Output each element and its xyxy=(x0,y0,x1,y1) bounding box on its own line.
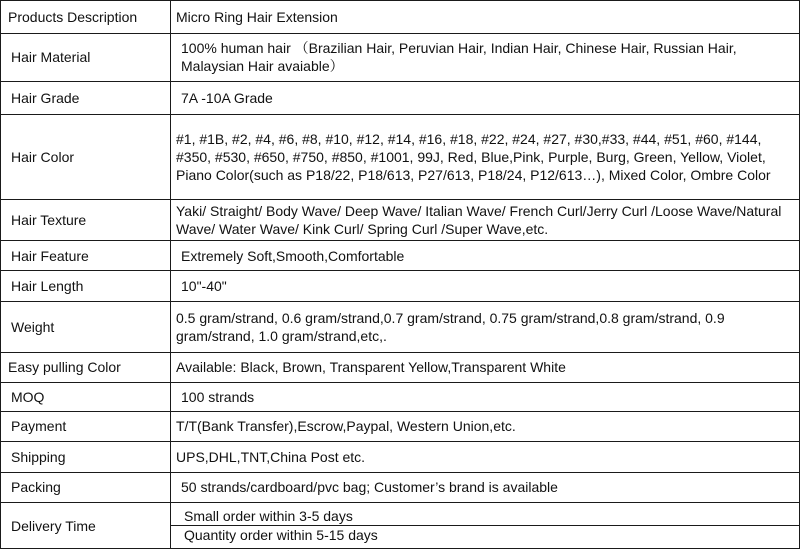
header-value: Micro Ring Hair Extension xyxy=(171,1,800,34)
table-row xyxy=(1,200,800,241)
table-row xyxy=(1,33,800,82)
table-row xyxy=(1,411,800,442)
row-value-payment: T/T(Bank Transfer),Escrow,Paypal, Western Union,etc. xyxy=(171,411,800,442)
row-value-easy-pulling-color: Available: Black, Brown, Transparent Yellow,Transparent White xyxy=(171,352,800,383)
row-label-weight: Weight xyxy=(1,301,171,352)
row-label-easy-pulling-color: Easy pulling Color xyxy=(1,352,171,383)
row-label-hair-color: Hair Color xyxy=(1,114,171,199)
row-value-moq: 100 strands xyxy=(171,383,800,411)
table-row xyxy=(1,114,800,199)
row-value-hair-feature: Extremely Soft,Smooth,Comfortable xyxy=(171,240,800,271)
table-row xyxy=(1,82,800,115)
delivery-row xyxy=(1,503,800,549)
row-value-delivery-time xyxy=(171,503,800,549)
row-value-weight: 0.5 gram/strand, 0.6 gram/strand,0.7 gram/strand, 0.75 gram/strand,0.8 gram/strand, 0.9 gram/strand, 1.0 gram/strand,etc,. xyxy=(171,301,800,352)
delivery-small-order: Small order within 3-5 days xyxy=(171,507,799,526)
row-value-hair-color: #1, #1B, #2, #4, #6, #8, #10, #12, #14, #16, #18, #22, #24, #27, #30,#33, #44, #51, #60, #144, #350, #530, #650, #750, #850, #1001, 99J, Red, Blue,Pink, Purple, Burg, Green, Yellow, Violet, Piano Color(such as P18/22, P18/613, P27/613, P18/24, P12/613…), Mixed Color, Ombre Color xyxy=(171,114,800,199)
row-label-shipping: Shipping xyxy=(1,442,171,473)
table-row xyxy=(1,383,800,411)
row-label-payment: Payment xyxy=(1,411,171,442)
row-value-hair-texture: Yaki/ Straight/ Body Wave/ Deep Wave/ Italian Wave/ French Curl/Jerry Curl /Loose Wave/Natural Wave/ Water Wave/ Kink Curl/ Spring Curl /Super Wave,etc. xyxy=(171,200,800,241)
row-value-hair-length: 10"-40" xyxy=(171,271,800,302)
table-row xyxy=(1,240,800,271)
row-value-hair-material: 100% human hair （Brazilian Hair, Peruvian Hair, Indian Hair, Chinese Hair, Russian Hair, Malaysian Hair avaiable） xyxy=(171,33,800,82)
row-label-hair-grade: Hair Grade xyxy=(1,82,171,115)
row-label-moq: MOQ xyxy=(1,383,171,411)
row-label-hair-length: Hair Length xyxy=(1,271,171,302)
row-label-delivery-time: Delivery Time xyxy=(1,503,171,549)
table-row xyxy=(1,352,800,383)
header-row xyxy=(1,1,800,34)
table-row xyxy=(1,442,800,473)
row-label-hair-material: Hair Material xyxy=(1,33,171,82)
table-row xyxy=(1,301,800,352)
delivery-quantity-order: Quantity order within 5-15 days xyxy=(184,527,378,544)
row-value-packing: 50 strands/cardboard/pvc bag; Customer’s brand is available xyxy=(171,472,800,503)
row-label-hair-texture: Hair Texture xyxy=(1,200,171,241)
table-row xyxy=(1,472,800,503)
header-label: Products Description xyxy=(1,1,171,34)
row-value-hair-grade: 7A -10A Grade xyxy=(171,82,800,115)
table-row xyxy=(1,271,800,302)
row-label-packing: Packing xyxy=(1,472,171,503)
row-value-shipping: UPS,DHL,TNT,China Post etc. xyxy=(171,442,800,473)
row-label-hair-feature: Hair Feature xyxy=(1,240,171,271)
